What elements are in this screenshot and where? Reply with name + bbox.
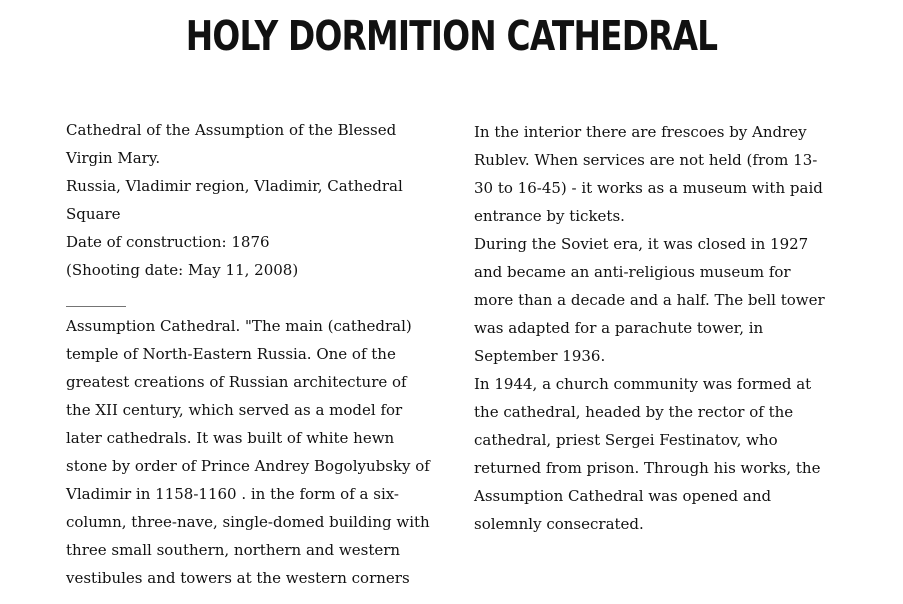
location-paragraph: Russia, Vladimir region, Vladimir, Cathedral Square — [66, 177, 403, 223]
cathedral-name-paragraph: Cathedral of the Assumption of the Blessed Virgin Mary. — [66, 121, 397, 167]
community-paragraph: In 1944, a church community was formed at the cathedral, headed by the rector of the cathedral, priest Sergei Festinatov, who returned from prison. Through his works, the Assumption Cathedral was opened and solemnly consecrated. — [474, 375, 821, 533]
left-column — [66, 116, 432, 592]
separator-line: ________ — [66, 289, 126, 307]
interior-paragraph: In the interior there are frescoes by Andrey Rublev. When services are not held (from 13-30 to 16-45) - it works as a museum with paid entrance by tickets. — [474, 123, 823, 225]
soviet-era-paragraph: During the Soviet era, it was closed in 1927 and became an anti-religious museum for more than a decade and a half. The bell tower was adapted for a parachute tower, in September 1936. — [474, 235, 825, 365]
construction-date-paragraph: Date of construction: 1876 — [66, 233, 270, 251]
description-paragraph: Assumption Cathedral. "The main (cathedral) temple of North-Eastern Russia. One of the greatest creations of Russian architecture of the XII century, which served as a model for later cathedrals. It was built of white hewn stone by order of Prince Andrey Bogolyubsky of Vladimir in 1158-1160 . in the form of a six-column, three-nave, single-domed building with three small southern, northern and western vestibules and towers at the western corners — [66, 317, 430, 587]
page-title: HOLY DORMITION CATHEDRAL — [185, 12, 718, 60]
shooting-date-paragraph: (Shooting date: May 11, 2008) — [66, 261, 299, 279]
right-column — [474, 118, 834, 538]
